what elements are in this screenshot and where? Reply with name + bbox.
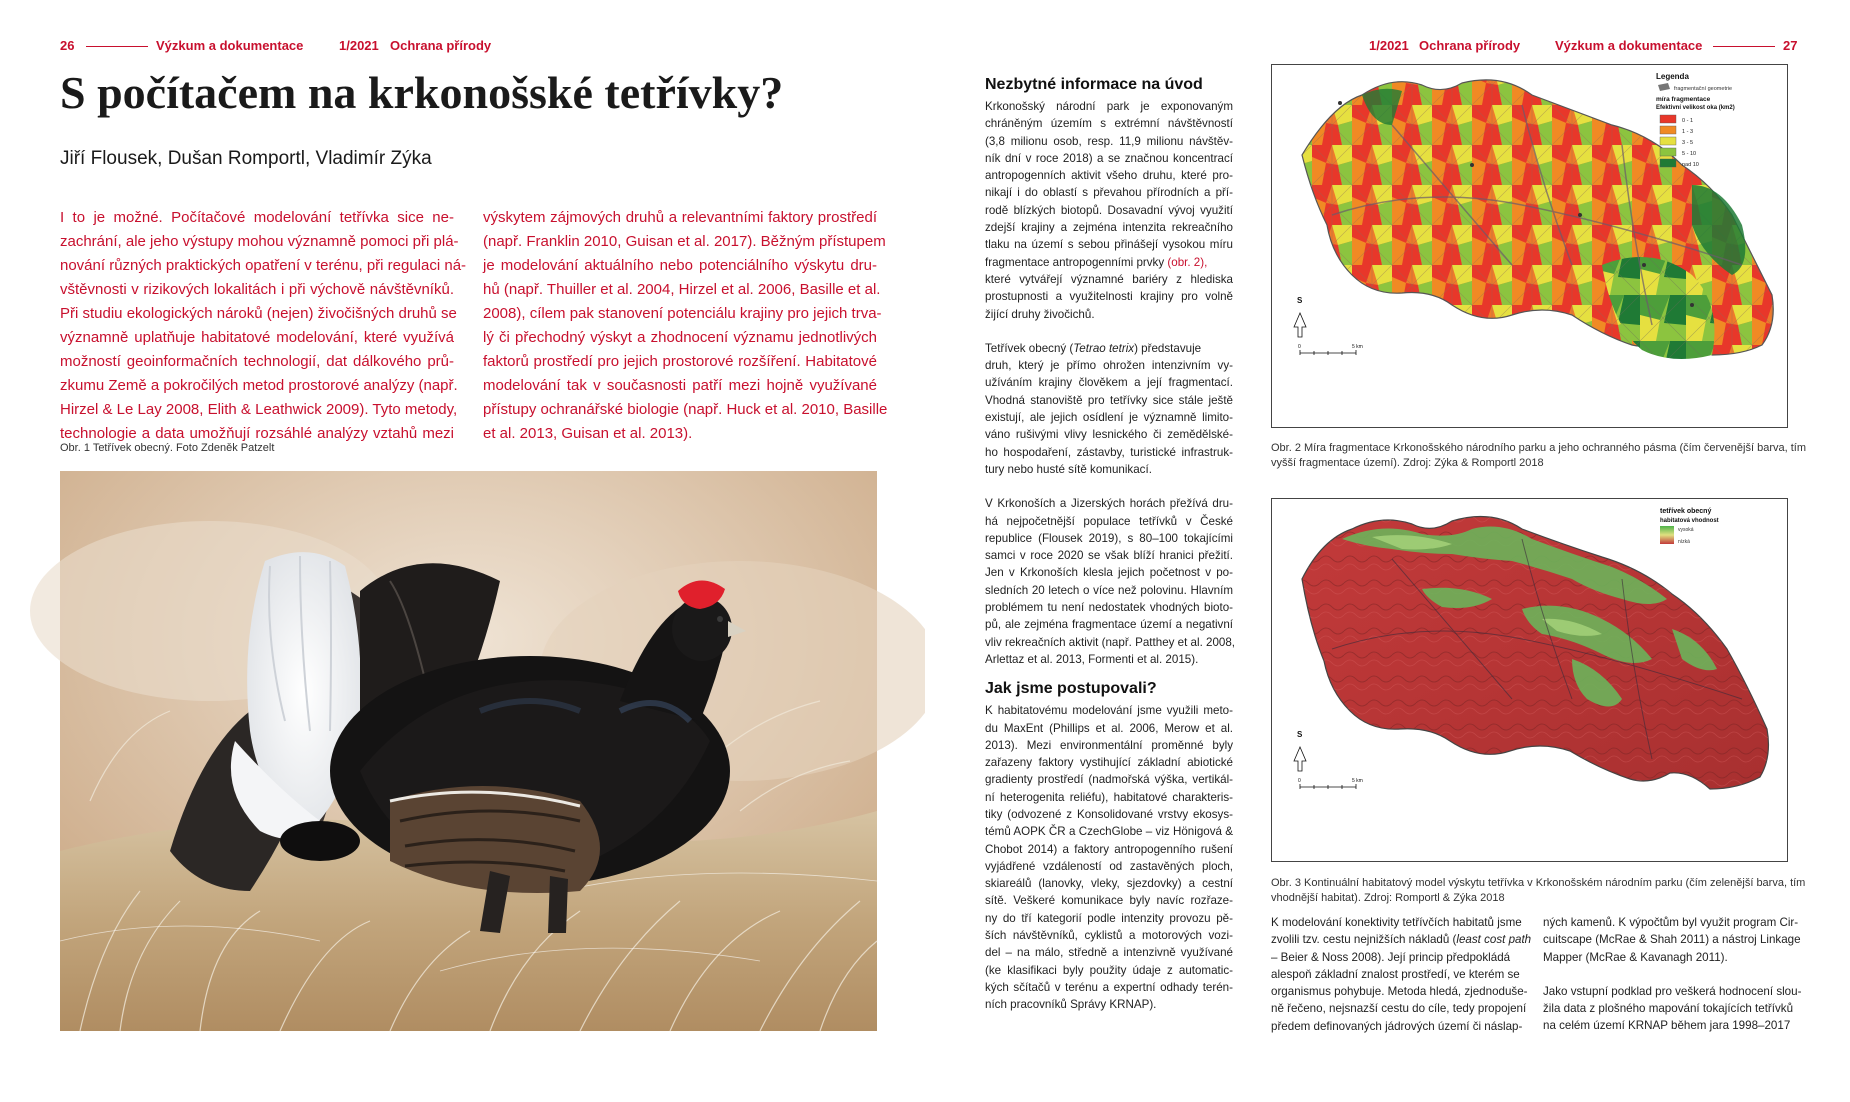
text-line: předem definovaných jádrových území či náslap- [1271,1019,1523,1033]
lead-line: nování různých praktických opatření v terénu, při regulaci ná- [60,257,467,274]
scale-bar [1298,344,1363,355]
legend-swatch [1660,115,1676,123]
lead-line: faktorů prostředí pro jejich prostorové rozšíření. Habitatové [483,353,877,370]
legend-class-label: 1 - 3 [1682,129,1694,135]
text-line: Arlettaz et al. 2013, Formenti et al. 2015). [985,652,1199,666]
map-legend [1660,508,1719,545]
legend-subtitle: míra fragmentace [1656,96,1711,103]
text-line: tury nebo husté sítě komunikací. [985,462,1152,476]
lead-line: Hirzel & Le Lay 2008, Elith & Leathwick 2009). Tyto metody, [60,401,458,418]
map1-caption [1271,441,1806,471]
text-line: existují, ale jejich osídlení je významně limito- [985,411,1233,425]
text-line: které vytvářejí významné bariéry z hlediska [985,272,1233,286]
scale-start: 0 [1298,344,1301,350]
text-column-1 [985,74,1236,1014]
legend-swatch [1660,159,1676,167]
page-number-left: 26 [60,38,75,53]
text-line: K habitatovému modelování jsme využili meto- [985,704,1233,718]
header-issue: 1/2021 [1369,38,1409,53]
text-line: pů, ale zejména fragmentace území a negativní [985,618,1233,632]
lead-line: modelování tak v současnosti patří mezi hojně využívané [483,377,877,394]
legend-title: Legenda [1656,72,1689,81]
text-fragment: Tetřívek obecný ( [985,341,1074,355]
text-line: druh, který je přímo ohrožen intenzivním vy- [985,359,1233,373]
text-fragment: zvolili tzv. cestu nejnižších nákladů ( [1271,933,1457,947]
section-heading: Jak jsme postupovali? [985,680,1157,698]
text-line: zdejší krajiny a zejména intenzita rekreačního [985,221,1233,235]
text-line: alespoň základní znalost prostředí, ve kterém se [1271,967,1520,981]
north-label: S [1297,296,1303,305]
lead-column-2 [483,206,888,446]
legend-swatch [1660,137,1676,145]
text-line: ních pracovníků Správy KRNAP). [985,998,1157,1012]
text-line: tiky (odvozené z Konsolidované vrstvy ekosys- [985,807,1233,821]
text-line: há nejpočetnější populace tetřívků v České [985,514,1233,528]
text-line: sítě. Veškeré komunikace byly navíc rozřaze- [985,894,1233,908]
legend-class-label: 5 - 10 [1682,151,1697,157]
lead-line: je modelování aktuálního nebo potenciálního výskytu dru- [483,257,877,274]
text-line: tlaku na území s sebou přinášejí vysokou míru [985,238,1233,252]
text-column-3 [1543,914,1802,1035]
text-fragment: ) představuje [1134,341,1202,355]
lead-line: významně uplatňuje habitatové modelování, které využívá [60,329,454,346]
text-line: Krkonošský národní park je exponovaným [985,100,1233,113]
lead-line: I to je možné. Počítačové modelování tetřívka sice ne- [60,209,454,226]
habitat-map-graphic [1272,499,1787,861]
text-line: K modelování konektivity tetřívčích habitatů jsme [1271,916,1522,929]
text-line: ně řečeno, nejsnazší cestu do cíle, tedy propojení [1271,1002,1527,1016]
text-line: Jen v Krkonoších klesla jejich početnost v po- [985,566,1233,580]
latin-name: Tetrao tetrix [1073,341,1135,355]
text-line: žila data z plošného mapování tokajících tetřívků [1543,1002,1794,1016]
legend-geometry-swatch [1658,83,1670,91]
text-line [985,254,1233,271]
text-line: nikají i do oblastí s převahou přírodních a pří- [985,186,1233,200]
article-title: S počítačem na krkonošské tetřívky? [60,67,784,118]
text-line: antropogenních aktivit všeho druhu, které pro- [985,169,1233,183]
text-line: – Beier & Noss 2008). Její princip předpokládá [1271,950,1511,964]
legend-subtitle: habitatová vhodnost [1660,518,1719,524]
text-line: gradienty prostředí (nadmořská výška, vertikál- [985,773,1233,787]
text-line: Chobot 2014) a faktory antropogenního rušení [985,842,1233,856]
text-line: témů AOPK ČR a CzechGlobe – viz Hönigová & [985,825,1233,839]
legend-title: tetřívek obecný [1660,508,1712,515]
legend-swatch [1660,148,1676,156]
text-line: Jako vstupní podklad pro veškerá hodnocení slou- [1543,984,1802,998]
caption-line: vhodnější habitat). Zdroj: Romportl & Zýka 2018 [1271,892,1505,904]
lead-line: zkumu Země a pokročilých metod prostorové analýzy (např. [60,377,458,394]
text-line: 2013). Mezi environmentální proměnné byly [985,738,1233,752]
lead-line: 2008), cílem pak stanovení potenciálu krajiny pro jejich trva- [483,305,882,322]
text-line: rodě blízkých biotopů. Dosavadní vývoj využití [985,203,1233,217]
habitat-suitability-map [1271,498,1788,862]
text-line: kých sčítačů v terénu a expertní odhady terén- [985,980,1233,994]
black-grouse-photo [60,471,877,1031]
legend-class-label: 3 - 5 [1682,140,1694,146]
text-line: V Krkonoších a Jizerských horách přežívá dru- [985,497,1233,511]
lead-line: přístupy ochranářské biologie (např. Huck et al. 2010, Basille [483,401,888,418]
lead-line: lý či přechodný výskyt a zhodnocení významu jednotlivých [483,329,877,346]
map-legend [1656,72,1735,168]
term-italic: least cost path [1456,933,1532,947]
map2-caption [1271,876,1806,906]
fragmentation-map-graphic [1272,65,1787,427]
legend-class-label: 0 - 1 [1682,118,1694,124]
text-line: vyjádřené vzdáleností od zastavěných ploch, [985,859,1233,873]
header-magazine: Ochrana přírody [390,38,492,53]
text-line: republice (Flousek 2019), s 80–100 tokajícími [985,531,1233,545]
text-line: (ke klasifikaci byly použity údaje z automatic- [985,963,1233,977]
lead-line: zachrání, ale jeho výstupy mohou významně pomoci při plá- [60,233,459,250]
text-line [1271,931,1532,948]
lead-line: Při studiu ekologických nároků (nejen) živočišných druhů se [60,305,457,322]
text-line: ník dní v roce 2018) a se značnou koncentrací [985,151,1233,165]
text-line: ných kamenů. K výpočtům byl využit program Cir- [1543,916,1799,929]
text-line: váno rušivými vlivy lesnického či zemědělské- [985,428,1233,442]
text-line: ho hospodaření, zástavby, turistické infrastruk- [985,445,1233,459]
photo-caption: Obr. 1 Tetřívek obecný. Foto Zdeněk Patzelt [60,442,275,454]
fragmentation-map [1271,64,1788,428]
caption-line: Obr. 3 Kontinuální habitatový model výskytu tetřívka v Krkonošském národním parku (čím zelenější barva, tím [1271,877,1806,889]
header-issue: 1/2021 [339,38,379,53]
text-line: Mapper (McRae & Kavanagh 2011). [1543,950,1728,964]
figure-reference-link[interactable]: (obr. 2), [1167,255,1208,269]
article-authors: Jiří Flousek, Dušan Romportl, Vladimír Zýka [60,148,432,169]
text-line: chráněným územím s extrémní návštěvností [985,117,1233,131]
text-line: sledních 20 letech o více než polovinu. Hlavním [985,583,1233,597]
header-magazine: Ochrana přírody [1419,38,1521,53]
lead-line: vštěvnosti v rizikových lokalitách i při výchově návštěvníků. [60,281,454,298]
header-rule [1713,46,1775,47]
text-line: ní heterogenita reliéfu), habitatové charakteris- [985,790,1233,804]
text-line: vliv rekreačních aktivit (např. Patthey et al. 2008, [985,635,1236,649]
north-arrow [1294,296,1306,337]
text-line: cuitscape (McRae & Shah 2011) a nástroj Linkage [1543,933,1801,947]
text-line: del – na málo, středně a intenzivně využívané [985,946,1233,960]
north-arrow [1294,730,1306,771]
text-line: ny do tří kategorií podle intenzity provozu pě- [985,911,1233,925]
black-grouse-illustration [60,471,877,1031]
text-line: samci v roce 2020 se však blíží hranici přežití. [985,549,1233,563]
text-line: žijící druhy živočichů. [985,307,1095,321]
header-section: Výzkum a dokumentace [1555,38,1703,53]
lead-line: technologie a data umožňují rozsáhlé analýzy vztahů mezi [60,425,454,442]
text-line: organismus pohybuje. Metoda hledá, zjednoduše- [1271,985,1528,999]
legend-gradient [1660,526,1674,544]
text-line: Vhodná stanoviště pro tetřívky sice stále ještě [985,393,1233,407]
text-column-2 [1271,914,1532,1035]
header-section: Výzkum a dokumentace [156,38,304,53]
north-label: S [1297,730,1303,739]
text-line: ších návštěvníků, cyklistů a motorových vozi- [985,929,1233,943]
legend-high: vysoká [1678,527,1694,533]
page-number-right: 27 [1783,38,1798,53]
caption-line: vyšší fragmentace území). Zdroj: Zýka & Romportl 2018 [1271,457,1544,469]
section-heading: Nezbytné informace na úvod [985,76,1203,93]
legend-unit: Efektivní velikost oka (km2) [1656,105,1735,111]
lead-line: (např. Franklin 2010, Guisan et al. 2017). Běžným přístupem [483,233,886,250]
lead-line: et al. 2013, Guisan et al. 2013). [483,425,693,442]
right-page [925,0,1850,1102]
scale-end: 5 km [1352,344,1363,350]
lead-line: možností geoinformačních technologií, dat dálkového prů- [60,353,454,370]
text-line: du MaxEnt (Phillips et al. 2006, Merow et al. [985,721,1233,735]
text-line: problémem tu není nedostatek vhodných bioto- [985,601,1233,615]
text-line: skiareálů (lanovky, vleky, sjezdovky) a cestní [985,877,1233,891]
text-line [985,340,1233,357]
text-line: (3,8 milionu osob, resp. 11,9 milionu návštěv- [985,134,1233,148]
text-line: zařazeny faktory vystihující základní abiotické [985,756,1233,770]
legend-geometry-label: fragmentační geometrie [1674,86,1733,92]
scale-bar [1298,778,1363,789]
text-line: užíváním krajiny člověkem a její fragmentací. [985,376,1233,390]
caption-line: Obr. 2 Míra fragmentace Krkonošského národního parku a jeho ochranného pásma (čím červenější barva, tím [1271,442,1806,454]
legend-swatch [1660,126,1676,134]
legend-low: nízká [1678,539,1690,545]
text-fragment: fragmentace antropogenními prvky [985,255,1165,269]
legend-class-label: nad 10 [1682,162,1699,168]
text-line: na celém území KRNAP během jara 1998–2017 [1543,1019,1791,1033]
text-line: prostupnosti a využitelnosti krajiny pro volně [985,290,1233,304]
scale-start: 0 [1298,778,1301,784]
lead-line: výskytem zájmových druhů a relevantními faktory prostředí [483,209,877,226]
header-rule [86,46,148,47]
scale-end: 5 km [1352,778,1363,784]
lead-line: hů (např. Thuiller et al. 2004, Hirzel et al. 2006, Basille et al. [483,281,881,298]
lead-column-1 [60,206,467,446]
